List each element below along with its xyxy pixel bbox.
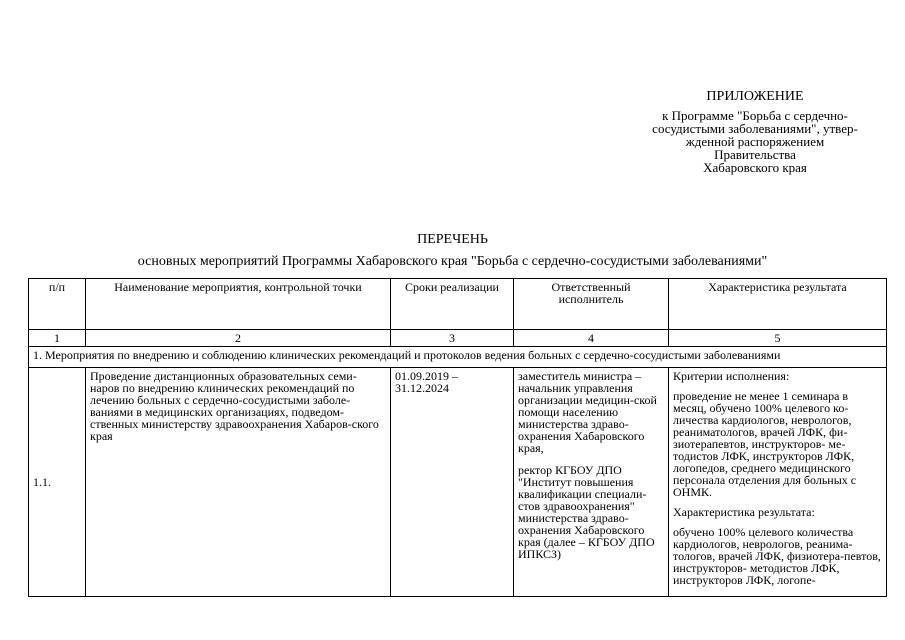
row-number: 1.1. — [29, 368, 86, 597]
header-result: Характеристика результата — [669, 279, 887, 330]
header-num: п/п — [29, 279, 86, 330]
result-criteria-label: Критерии исполнения: — [673, 369, 790, 383]
appendix-block — [600, 90, 905, 174]
appendix-line: Правительства — [714, 147, 796, 162]
section-row — [29, 347, 887, 368]
document-title — [0, 232, 905, 270]
appendix-line: сосудистыми заболеваниями", утвер- — [652, 121, 858, 136]
appendix-line: Хабаровского края — [703, 160, 807, 175]
header-executor: Ответственный исполнитель — [514, 279, 669, 330]
section-title: 1. Мероприятия по внедрению и соблюдению клинических рекомендаций и протоколов ведения больных с сердечно-сосудистыми заболеваниями — [29, 347, 887, 368]
executor-1: заместитель министра – начальник управления организации медицин-ской помощи населению министерства здраво-охранения Хабаровского края, — [518, 369, 657, 455]
result-characteristic-text: обучено 100% целевого количества кардиологов, неврологов, реанима-тологов, врачей ЛФК, физиотера-певтов, инструкторов- методистов ЛФК, инструкторов ЛФК, логопе- — [673, 525, 881, 587]
col-number: 1 — [29, 330, 86, 347]
result-criteria-text: проведение не менее 1 семинара в месяц, обучено 100% целевого ко-личества кардиологов, неврологов, реаниматологов, врачей ЛФК, фи-зиотерапевтов, инструкторов- ме-тодистов ЛФК, инструкторов ЛФК, логопедов, среднего медицинского персонала отделения для больных с ОНМК. — [673, 389, 857, 499]
row-name: Проведение дистанционных образовательных семи-наров по внедрению клинических рекомендаций по лечению больных с сердечно-сосудистыми заболе-ваниями в медицинских организациях, подведом-ственных министерству здравоохранения Хабаров-ского края — [86, 368, 391, 597]
col-number: 5 — [669, 330, 887, 347]
title-line-2: основных мероприятий Программы Хабаровского края "Борьба с сердечно-сосудистыми заболеваниями" — [137, 254, 768, 269]
col-number: 4 — [514, 330, 669, 347]
appendix-line: к Программе "Борьба с сердечно- — [662, 108, 848, 123]
row-period: 01.09.2019 – 31.12.2024 — [391, 368, 514, 597]
appendix-line: жденной распоряжением — [685, 134, 825, 149]
result-characteristic-label: Характеристика результата: — [673, 505, 815, 519]
row-executor — [514, 368, 669, 597]
header-name: Наименование мероприятия, контрольной точки — [86, 279, 391, 330]
table-header-row — [29, 279, 887, 330]
col-number: 2 — [86, 330, 391, 347]
executor-2: ректор КГБОУ ДПО "Институт повышения квалификации специали-стов здравоохранения" министерства здраво-охранения Хабаровского края (далее – КГБОУ ДПО ИПКСЗ) — [518, 463, 655, 561]
col-number: 3 — [391, 330, 514, 347]
title-line-1: ПЕРЕЧЕНЬ — [417, 232, 488, 247]
table-row — [29, 368, 887, 597]
measures-table — [28, 278, 887, 597]
appendix-heading: ПРИЛОЖЕНИЕ — [706, 89, 804, 104]
header-period: Сроки реализации — [391, 279, 514, 330]
column-number-row — [29, 330, 887, 347]
row-result — [669, 368, 887, 597]
